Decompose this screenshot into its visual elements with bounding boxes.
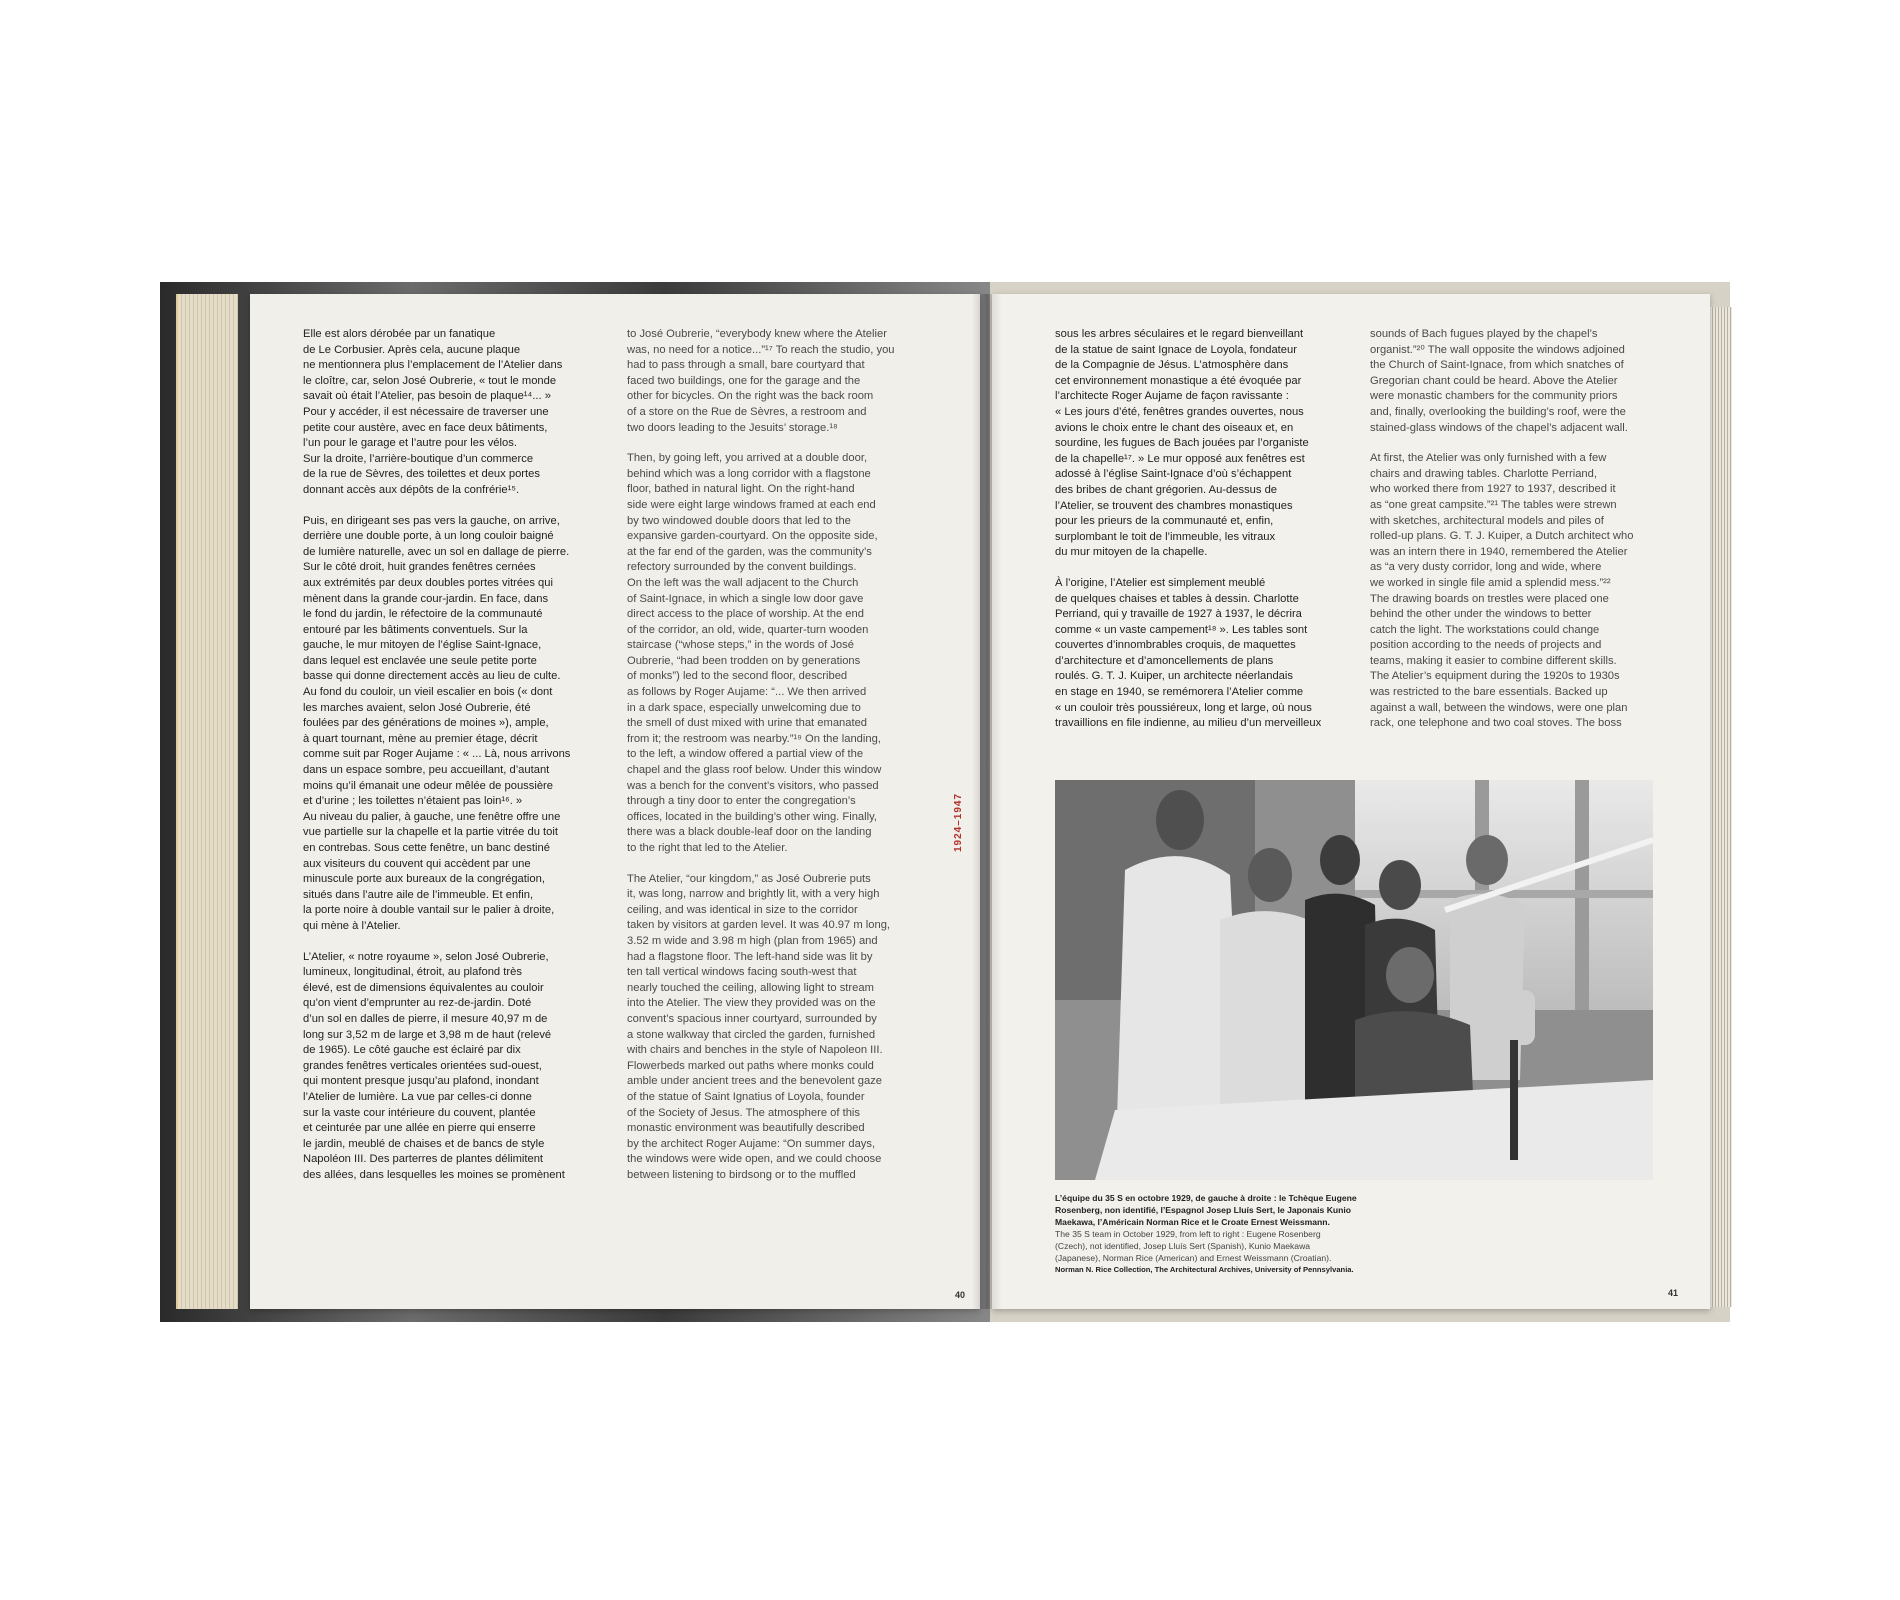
paragraph: The Atelier, “our kingdom,” as José Oubrerie puts it, was long, narrow and brightly lit, with a very high ceiling, and was identical in size to the corridor taken by visitors at garden level. It was 40.97 m long, 3.52 m wide and 3.98 m high (plan from 1965) and had a flagstone floor. The left-hand side was lit by ten tall vertical windows facing south-west that nearly touched the ceiling, allowing light to stream into the Atelier. The view they provided was on the convent’s spacious inner courtyard, surrounded by a stone walkway that circled the garden, furnished with chairs and benches in the style of Napoleon III. Flowerbeds marked out paths where monks could amble under ancient trees and the benevolent gaze of the statue of Saint Ignatius of Loyola, founder of the Society of Jesus. The atmosphere of this monastic environment was beautifully described by the architect Roger Aujame: “On summer days, the windows were wide open, and we could choose between listening to birdsong or to the muffled [627, 872, 891, 1181]
paragraph: sounds of Bach fugues played by the chapel’s organist.”²⁰ The wall opposite the windows adjoined the Church of Saint-Ignace, from which snatches of Gregorian chant could be heard. Above the Atelier were monastic chambers for the community priors and, finally, overlooking the building’s roof, were the stained-glass windows of the chapel’s adjacent wall. [1370, 328, 1628, 434]
paragraph: At first, the Atelier was only furnished with a few chairs and drawing tables. Charlotte Perriand, who worked there from 1927 to 1937, described it as “one great campsite.”²¹ The tables were strewn with sketches, architectural models and piles of rolled-up plans. G. T. J. Kuiper, a Dutch architect who was an intern there in 1940, remembered the Atelier as “a very dusty corridor, long and wide, where we worked in single file amid a splendid mess.”²² The drawing boards on trestles were placed one behind the other under the windows to better catch the light. The workstations could change position according to the needs of projects and teams, making it easier to combine different skills. The Atelier’s equipment during the 1920s to 1930s was restricted to the bare essentials. Backed up against a wall, between the windows, were one plan rack, one telephone and two coal stoves. The boss [1370, 452, 1634, 730]
photo-caption [1055, 1192, 1395, 1276]
right-page-french-column [1055, 327, 1355, 747]
caption-french: L’équipe du 35 S en octobre 1929, de gauche à droite : le Tchèque Eugene Rosenberg, non identifié, l’Espagnol Josep Lluís Sert, le Japonais Kunio Maekawa, l’Américain Norman Rice et le Croate Ernest Weissmann. [1055, 1193, 1357, 1227]
book-gutter [972, 294, 1002, 1309]
page-edges-right [1710, 307, 1732, 1307]
page-number-right: 41 [1668, 1288, 1679, 1298]
paragraph: Then, by going left, you arrived at a double door, behind which was a long corridor with a flagstone floor, bathed in natural light. On the right-hand side were eight large windows framed at each end by two windowed double doors that led to the expansive garden-courtyard. On the opposite side, at the far end of the garden, was the community’s refectory surrounded by the convent buildings. On the left was the wall adjacent to the Church of Saint-Ignace, in which a single low door gave direct access to the place of worship. At the end of the corridor, an old, wide, quarter-turn wooden staircase (“whose steps,” in the words of José Oubrerie, “had been trodden on by generations of monks”) led to the second floor, described as follows by Roger Aujame: “... We then arrived in a dark space, especially unwelcoming due to the smell of dust mixed with urine that emanated from it; the restroom was nearby.”¹⁹ On the landing, to the left, a window offered a partial view of the chapel and the glass roof below. Under this window was a bench for the convent’s visitors, who passed through a tiny door to enter the congregation’s offices, located in the building’s other wing. Finally, there was a black double-leaf door on the landing to the right that led to the Atelier. [627, 452, 882, 854]
left-page-english-column [627, 327, 937, 1198]
right-page-english-column [1370, 327, 1670, 747]
paragraph: Elle est alors dérobée par un fanatique de Le Corbusier. Après cela, aucune plaque ne mentionnera plus l’emplacement de l’Atelier dans le cloître, car, selon José Oubrerie, « tout le monde savait où était l’Atelier, pas besoin de plaque¹⁴... » Pour y accéder, il est nécessaire de traverser une petite cour austère, avec en face deux bâtiments, l’un pour le garage et l’autre pour les vélos. Sur la droite, l’arrière-boutique d’un commerce de la rue de Sèvres, des toilettes et deux portes donnant accès aux dépôts de la confrérie¹⁵. [303, 328, 563, 496]
team-photo-illustration [1055, 780, 1653, 1180]
paragraph: L’Atelier, « notre royaume », selon José Oubrerie, lumineux, longitudinal, étroit, au plafond très élevé, est de dimensions équivalentes au couloir qu’on vient d’emprunter au rez-de-jardin. Doté d’un sol en dalles de pierre, il mesure 40,97 m de long sur 3,52 m de large et 3,98 m de haut (relevé de 1965). Le côté gauche est éclairé par dix grandes fenêtres verticales orientées sud-ouest, qui montent presque jusqu’au plafond, inondant l’Atelier de lumière. La vue par celles-ci donne sur la vaste cour intérieure du couvent, plantée et ceinturée par une allée en pierre qui enserre le jardin, meublé de chaises et de bancs de style Napoléon III. Des parterres de plantes délimitent des allées, dans lesquelles les moines se promènent [303, 950, 565, 1181]
caption-english: The 35 S team in October 1929, from left to right : Eugene Rosenberg (Czech), not identified, Josep Lluís Sert (Spanish), Kunio Maekawa (Japanese), Norman Rice (American) and Ernest Weissmann (Croatian). [1055, 1229, 1332, 1263]
paragraph: Puis, en dirigeant ses pas vers la gauche, on arrive, derrière une double porte, à un long couloir baigné de lumière naturelle, avec un sol en dallage de pierre. Sur le côté droit, huit grandes fenêtres cernées aux extrémités par deux doubles portes vitrées qui mènent dans la grande cour-jardin. En face, dans le fond du jardin, le réfectoire de la communauté entouré par les bâtiments conventuels. Sur la gauche, le mur mitoyen de l’église Saint-Ignace, dans lequel est enclavée une seule petite porte basse qui donne directement accès au lieu de culte. Au fond du couloir, un vieil escalier en bois (« dont les marches avaient, selon José Oubrerie, été foulées par des générations de moines »), ample, à quart tournant, mène au premier étage, décrit comme suit par Roger Aujame : « ... Là, nous arrivons dans un espace sombre, peu accueillant, d’autant moins qu’il émanait une odeur mêlée de poussière et d’urine ; les toilettes n’étaient pas loin¹⁶. » Au niveau du palier, à gauche, une fenêtre offre une vue partielle sur la chapelle et la partie vitrée du toit en contrebas. Sous cette fenêtre, un banc destiné aux visiteurs du couvent qui accèdent par une minuscule porte aux bureaux de la congrégation, situés dans l’autre aile de l’immeuble. Et enfin, la porte noire à double vantail sur le palier à droite, qui mène à l’Atelier. [303, 514, 571, 932]
photo-credit: Norman N. Rice Collection, The Architectural Archives, University of Pennsylvania. [1055, 1265, 1354, 1274]
paragraph: À l’origine, l’Atelier est simplement meublé de quelques chaises et tables à dessin. Charlotte Perriand, qui y travaille de 1927 à 1937, le décrira comme « un vaste campement¹⁸ ». Les tables sont couvertes d’innombrables croquis, de maquettes d’architecture et d’amoncellements de plans roulés. G. T. J. Kuiper, un architecte néerlandais en stage en 1940, se remémorera l’Atelier comme « un couloir très poussiéreux, long et large, où nous travaillions en file indienne, au milieu d’un merveilleux [1055, 576, 1322, 730]
paragraph: to José Oubrerie, “everybody knew where the Atelier was, no need for a notice...”¹⁷ To reach the studio, you had to pass through a small, bare courtyard that faced two buildings, one for the garage and the other for bicycles. On the right was the back room of a store on the Rue de Sèvres, a restroom and two doors leading to the Jesuits’ storage.¹⁸ [627, 328, 895, 434]
running-head-years: 1924–1947 [953, 792, 964, 852]
page-number-left: 40 [955, 1290, 966, 1300]
page-edges-left [178, 294, 238, 1309]
team-photograph [1055, 780, 1653, 1180]
left-page-french-column [303, 327, 613, 1198]
paragraph: sous les arbres séculaires et le regard bienveillant de la statue de saint Ignace de Loyola, fondateur de la Compagnie de Jésus. L’atmosphère dans cet environnement monastique a été évoquée par l’architecte Roger Aujame de façon ravissante : « Les jours d’été, fenêtres grandes ouvertes, nous avions le choix entre le chant des oiseaux et, en sourdine, les fugues de Bach jouées par l’organiste de la chapelle¹⁷. » Le mur opposé aux fenêtres est adossé à l’église Saint-Ignace d’où s’échappent des bribes de chant grégorien. Au-dessus de l’Atelier, se trouvent des chambres monastiques pour les prieurs de la communauté et, enfin, surplombant le toit de l’immeuble, les vitraux du mur mitoyen de la chapelle. [1055, 328, 1309, 559]
